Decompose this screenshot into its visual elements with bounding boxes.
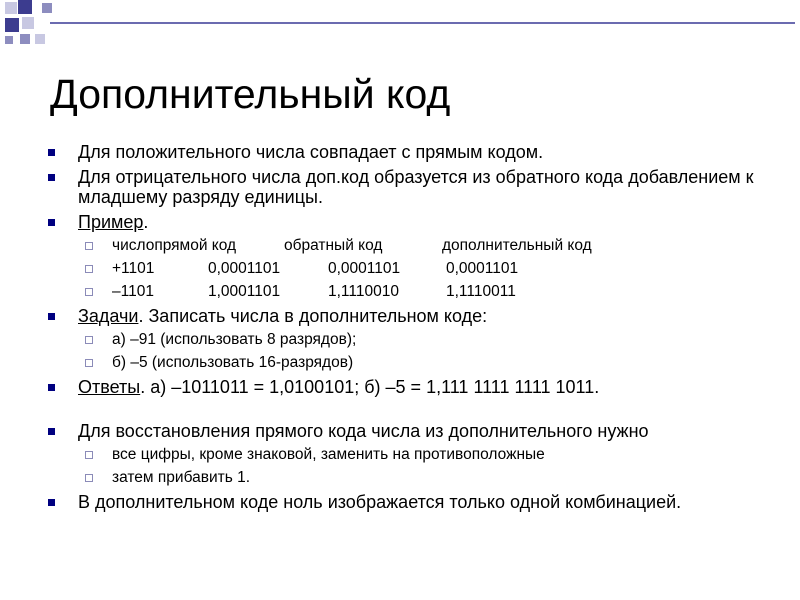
table-cell: –1101	[112, 283, 154, 300]
sub-bullet-icon	[85, 288, 93, 296]
restore-step	[45, 446, 785, 464]
decor-square	[5, 36, 13, 44]
decor-square	[5, 18, 19, 32]
example-table-header	[45, 237, 785, 255]
bullet-restore: Для восстановления прямого кода числа из дополнительного нужно	[45, 421, 785, 441]
slide-title: Дополнительный код	[50, 71, 451, 117]
tasks-label: Задачи	[78, 306, 139, 326]
example-table-row	[45, 283, 785, 301]
bullet-negative: Для отрицательного числа доп.код образуется из обратного кода добавлением к младшему разряду единицы.	[45, 167, 785, 207]
sub-bullet-icon	[85, 336, 93, 344]
answers-text: . а) –1011011 = 1,0100101; б) –5 = 1,111 1111 1111 1011.	[140, 377, 600, 397]
decor-square	[22, 17, 34, 29]
table-cell: 1,1110011	[446, 283, 516, 300]
example-punct: .	[143, 212, 149, 232]
decor-square	[18, 0, 32, 14]
decor-square	[5, 2, 17, 14]
bullet-example	[45, 212, 785, 232]
sub-bullet-icon	[85, 265, 93, 273]
sub-bullet-icon	[85, 474, 93, 482]
sub-bullet-icon	[85, 359, 93, 367]
task-text: а) –91 (использовать 8 разрядов);	[112, 331, 357, 348]
restore-step-text: все цифры, кроме знаковой, заменить на противоположные	[112, 446, 545, 463]
decor-square	[42, 3, 52, 13]
sub-bullet-icon	[85, 451, 93, 459]
answers-label: Ответы	[78, 377, 141, 397]
bullet-tasks	[45, 306, 785, 326]
tasks-text: . Записать числа в дополнительном коде:	[138, 306, 488, 326]
table-cell: +1101	[112, 260, 155, 277]
task-text: б) –5 (использовать 16-разрядов)	[112, 354, 354, 371]
header-cell: дополнительный код	[442, 237, 592, 254]
slide-body	[45, 142, 785, 517]
spacer	[45, 402, 785, 421]
bullet-answers	[45, 377, 785, 397]
header-cell: числопрямой код	[112, 237, 237, 254]
bullet-zero: В дополнительном коде ноль изображается только одной комбинацией.	[45, 492, 785, 512]
table-cell: 1,1110010	[328, 283, 399, 300]
header-cell: обратный код	[284, 237, 383, 254]
task-item	[45, 331, 785, 349]
title-rule	[50, 22, 795, 24]
bullet-positive: Для положительного числа совпадает с прямым кодом.	[45, 142, 785, 162]
table-cell: 1,0001101	[208, 283, 281, 300]
decor-square	[35, 34, 45, 44]
table-cell: 0,0001101	[208, 260, 281, 277]
sub-bullet-icon	[85, 242, 93, 250]
table-cell: 0,0001101	[446, 260, 519, 277]
task-item	[45, 354, 785, 372]
example-label: Пример	[78, 212, 144, 232]
restore-step-text: затем прибавить 1.	[112, 469, 251, 486]
table-cell: 0,0001101	[328, 260, 401, 277]
restore-step	[45, 469, 785, 487]
example-table-row	[45, 260, 785, 278]
decor-square	[20, 34, 30, 44]
